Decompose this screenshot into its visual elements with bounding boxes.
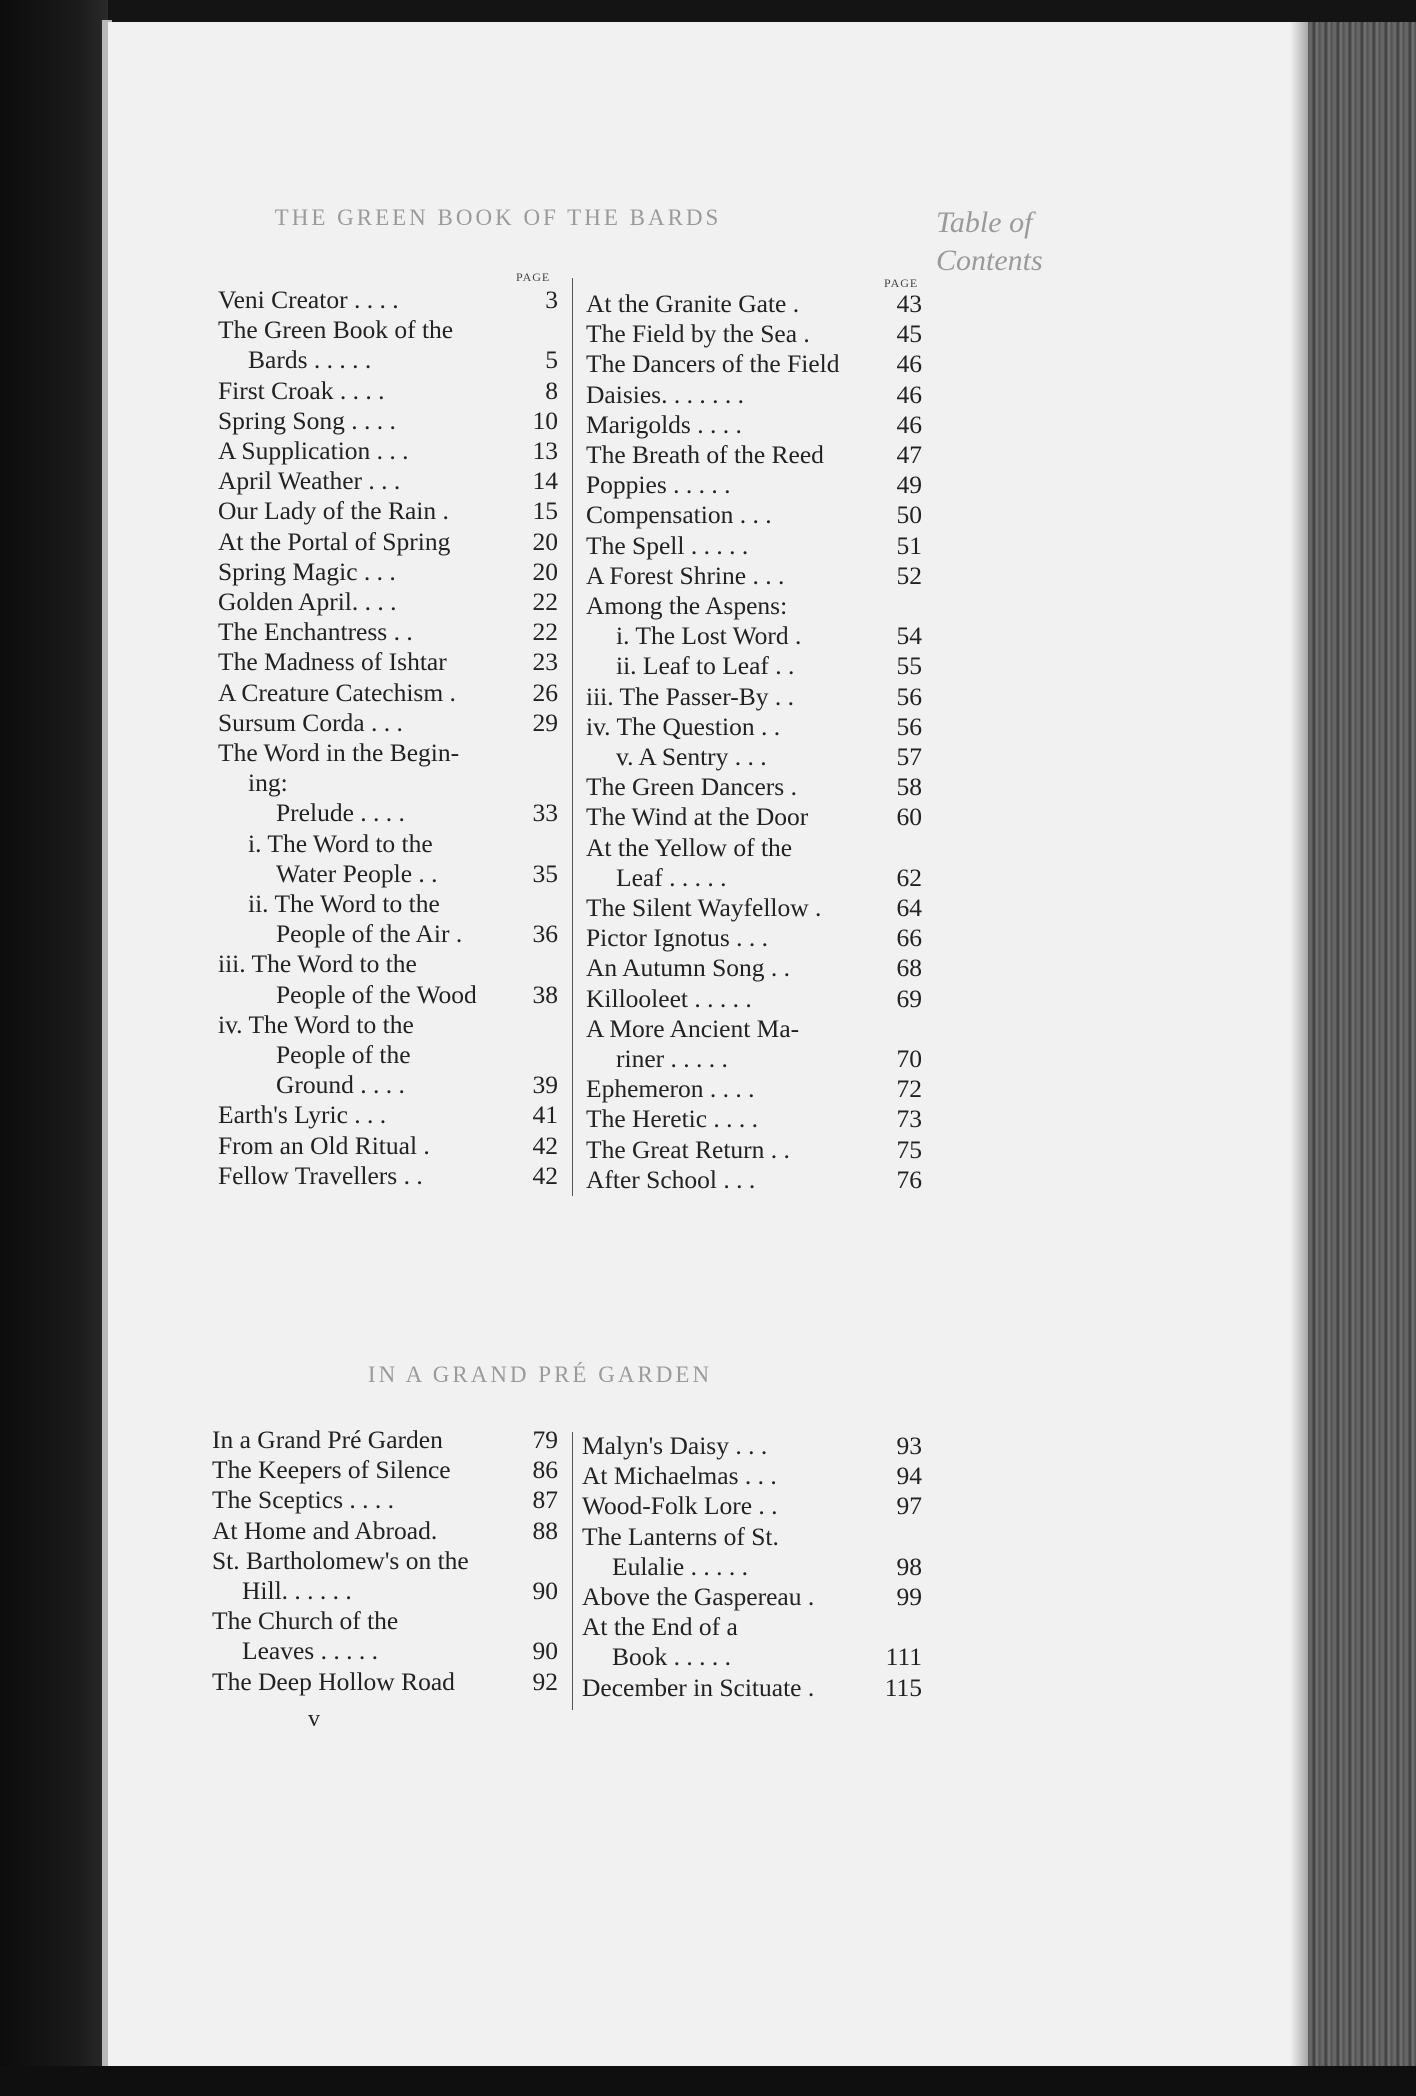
toc-entry-line: Water People . . [276,858,438,888]
toc-entry [218,406,558,436]
toc-entry-page: 22 [532,617,558,647]
toc-entry-title [212,1425,443,1455]
toc-entry [582,1461,922,1491]
toc-entry-line: Leaves . . . . . [242,1636,378,1666]
toc-entry-page: 66 [896,923,922,953]
toc-entry-title [582,1461,777,1491]
toc-entry-line: At the Portal of Spring [218,526,451,556]
toc-entry-title [212,1606,398,1666]
toc-entry-title [586,893,821,923]
toc-entry [586,1104,922,1134]
toc-entry-title [586,591,787,621]
toc-entry-title [586,1165,755,1195]
toc-entry-title [586,682,794,712]
toc-entry-title [586,742,767,772]
toc-entry-page: 70 [896,1044,922,1074]
toc-entry-title [586,712,780,742]
toc-entry-title [218,708,403,738]
toc-entry-line: iv. The Word to the [218,1009,414,1039]
toc-entry-page: 3 [545,285,558,314]
toc-entry-title [218,557,396,587]
toc-entry-page: 97 [896,1491,922,1521]
toc-entry-line: ii. Leaf to Leaf . . [616,651,795,681]
toc-entry-title [218,1100,386,1130]
toc-entry-line: The Madness of Ishtar [218,647,447,677]
toc-entry-title [218,678,456,708]
toc-entry-page: 49 [896,470,922,500]
toc-entry-title [218,1010,414,1101]
toc-entry [582,1522,922,1582]
toc-entry-page: 29 [532,707,558,737]
toc-entry-title [212,1516,437,1546]
toc-entry-page: 52 [896,560,922,590]
toc-entry-line: Pictor Ignotus . . . [586,923,769,953]
toc-entry [212,1485,558,1515]
toc-entry-page: 46 [896,349,922,379]
toc-entry [582,1582,922,1612]
toc-entry-line: Leaf . . . . . [616,862,727,892]
toc-entry-page: 64 [896,893,922,923]
toc-entry [218,527,558,557]
toc-entry-title [586,802,808,832]
toc-entry-title [586,319,810,349]
toc-entry [586,651,922,681]
toc-entry [586,1074,922,1104]
toc-entry-line: Spring Song . . . . [218,405,396,435]
toc-entry-page: 39 [532,1070,558,1100]
toc-entry-title [212,1667,455,1697]
toc-entry-line: The Lanterns of St. [582,1521,779,1551]
toc-entry [586,833,922,893]
toc-entry-page: 93 [896,1431,922,1460]
margin-note-line: Table of [936,206,1033,239]
toc-entry-line: Among the Aspens: [586,591,788,621]
toc-entry [212,1425,558,1455]
toc-entry-page: 57 [896,742,922,772]
toc-entry-line: Eulalie . . . . . [612,1551,748,1581]
toc-entry-page: 58 [896,772,922,802]
toc-entry-line: The Wind at the Door [586,802,809,832]
toc-entry-line: i. The Lost Word . [616,621,802,651]
toc-entry-page: 10 [532,405,558,435]
toc-entry [586,682,922,712]
toc-entry-line: Our Lady of the Rain . [218,496,449,526]
toc-entry-line: The Deep Hollow Road [212,1666,455,1696]
book-left-edge [0,0,108,2096]
toc-entry-page: 22 [532,587,558,617]
toc-entry [218,738,558,798]
toc-entry-page: 94 [896,1461,922,1491]
column-divider-2 [572,1432,573,1710]
toc-entry-line: Killooleet . . . . . [586,983,752,1013]
toc-entry [586,500,922,530]
toc-entry-title [582,1522,779,1582]
toc-entry-title [218,587,397,617]
toc-entry-line: Above the Gaspereau . [582,1582,815,1612]
toc-entry [218,798,558,828]
toc-entry-title [218,436,409,466]
toc-entry-title [218,1131,430,1161]
toc-entry-line: The Green Dancers . [586,772,797,802]
toc-entry-line: A More Ancient Ma- [586,1013,800,1043]
toc-entry-page: 15 [532,496,558,526]
toc-column-right-2 [582,1431,922,1703]
toc-entry-page: 60 [896,802,922,832]
toc-entry-line: Poppies . . . . . [586,470,731,500]
toc-column-left [218,285,558,1191]
toc-entry-title [218,376,384,406]
toc-entry-line: At the End of a [582,1612,738,1642]
toc-entry-page: 99 [896,1582,922,1612]
toc-entry-page: 72 [896,1074,922,1104]
section-title-green-book: THE GREEN BOOK OF THE BARDS [274,205,722,230]
toc-entry [218,315,558,375]
toc-entry-line: The Breath of the Reed [586,440,824,470]
toc-entry-title [218,496,449,526]
toc-entry-line: Hill. . . . . . [242,1576,352,1606]
toc-entry-page: 41 [532,1100,558,1130]
toc-entry-line: ii. The Word to the [248,889,440,919]
toc-entry-page: 76 [896,1164,922,1194]
toc-entry-title [218,829,438,889]
toc-entry-page: 55 [896,651,922,681]
toc-entry-page: 79 [532,1425,558,1454]
toc-entry [212,1546,558,1606]
toc-entry-line: At the Granite Gate . [586,289,800,318]
toc-entry [586,742,922,772]
toc-entry-title [586,1014,799,1074]
toc-entry-line: i. The Word to the [248,828,433,858]
toc-entry-title [218,949,477,1009]
toc-entry-line: iv. The Question . . [586,711,781,741]
toc-entry-page: 8 [545,375,558,405]
section-title-grand-pre: IN A GRAND PRÉ GARDEN [367,1362,713,1387]
toc-entry-page: 98 [896,1551,922,1581]
toc-entry-page: 45 [896,319,922,349]
toc-entry-page: 75 [896,1134,922,1164]
toc-entry-line: The Field by the Sea . [586,319,810,349]
column-divider [572,278,573,1196]
toc-entry-page: 62 [896,862,922,892]
toc-entry [586,410,922,440]
toc-entry-line: Wood-Folk Lore . . [582,1491,778,1521]
toc-entry-line: Fellow Travellers . . [218,1160,423,1190]
toc-entry-title [212,1485,394,1515]
toc-entry-line: Sursum Corda . . . [218,707,403,737]
toc-entry-line: People of the Air . [276,919,463,949]
toc-entry-line: December in Scituate . [582,1672,815,1702]
toc-entry [586,591,922,621]
toc-entry-line: v. A Sentry . . . [616,742,767,772]
toc-entry-line: Book . . . . . [612,1642,732,1672]
toc-entry [218,829,558,889]
page-column-header-left: PAGE [516,270,551,284]
toc-entry-line: The Spell . . . . . [586,530,749,560]
toc-entry-line: At Michaelmas . . . [582,1461,777,1491]
toc-entry-page: 54 [896,621,922,651]
toc-column-left-2 [212,1425,558,1697]
toc-entry [218,949,558,1009]
toc-entry-line: Veni Creator . . . . [218,285,399,314]
toc-entry-line: Bards . . . . . [248,345,372,375]
toc-entry-title [586,651,794,681]
toc-entry-title [212,1455,451,1485]
toc-entry-title [218,315,453,375]
toc-entry [218,587,558,617]
toc-entry-title [212,1546,469,1606]
toc-entry-line: The Heretic . . . . [586,1104,759,1134]
toc-entry-title [586,380,744,410]
toc-entry [586,923,922,953]
toc-entry-line: The Word in the Begin- [218,738,460,768]
toc-entry [218,617,558,647]
toc-entry-title [218,1161,423,1191]
margin-note [936,204,1106,280]
toc-column-right [586,289,922,1195]
toc-entry-line: After School . . . [586,1164,756,1194]
toc-entry-page: 43 [896,289,922,318]
toc-entry-title [586,561,784,591]
toc-entry [218,1161,558,1191]
toc-entry-page: 26 [532,677,558,707]
toc-entry-line: From an Old Ritual . [218,1130,430,1160]
toc-entry-page: 69 [896,983,922,1013]
toc-entry [586,802,922,832]
toc-entry-line: The Sceptics . . . . [212,1485,394,1515]
toc-entry-page: 42 [532,1130,558,1160]
toc-entry [218,1010,558,1101]
toc-entry-line: The Church of the [212,1606,399,1636]
toc-entry-title [586,289,799,319]
toc-entry [586,1165,922,1195]
toc-entry-page: 56 [896,681,922,711]
book-bottom-edge [0,2066,1416,2096]
toc-entry-page: 111 [885,1642,922,1672]
toc-entry-page: 46 [896,379,922,409]
toc-entry-line: The Enchantress . . [218,617,413,647]
page-folio: v [308,1706,320,1732]
toc-entry-title [218,889,462,949]
toc-entry-title [218,647,447,677]
toc-entry-line: Ground . . . . [276,1070,405,1100]
toc-entry-title [586,1135,790,1165]
toc-entry-page: 23 [532,647,558,677]
toc-entry-title [586,470,731,500]
toc-entry [212,1516,558,1546]
toc-entry [586,531,922,561]
toc-entry-title [218,798,405,828]
toc-entry-title [582,1582,814,1612]
toc-entry-line: In a Grand Pré Garden [212,1425,443,1454]
toc-entry-line: Prelude . . . . [276,798,405,828]
toc-entry [586,319,922,349]
toc-entry-title [586,923,768,953]
toc-entry-line: The Dancers of the Field [586,349,840,379]
toc-entry-page: 35 [532,858,558,888]
toc-entry-line: April Weather . . . [218,466,401,496]
toc-entry-line: People of the Wood [276,979,477,1009]
toc-entry-line: The Keepers of Silence [212,1455,451,1485]
toc-entry [212,1667,558,1697]
toc-entry-line: A Creature Catechism . [218,677,456,707]
toc-entry [586,470,922,500]
toc-entry-line: The Silent Wayfellow . [586,893,822,923]
toc-entry-page: 86 [532,1455,558,1485]
toc-entry-line: At the Yellow of the [586,832,793,862]
toc-entry-page: 36 [532,919,558,949]
toc-entry-page: 73 [896,1104,922,1134]
toc-entry-page: 38 [532,979,558,1009]
toc-entry-title [586,349,840,379]
margin-note-line: Contents [936,244,1043,277]
toc-entry-page: 20 [532,526,558,556]
toc-entry-page: 92 [532,1666,558,1696]
toc-entry [586,289,922,319]
toc-entry-line: First Croak . . . . [218,375,385,405]
toc-entry [586,953,922,983]
toc-entry-line: Spring Magic . . . [218,556,396,586]
toc-entry [218,1131,558,1161]
toc-entry-line: The Great Return . . [586,1134,790,1164]
toc-entry-title [582,1431,767,1461]
toc-entry-line: The Green Book of the [218,315,454,345]
toc-entry-title [586,410,742,440]
toc-entry-title [586,531,748,561]
toc-entry-title [586,621,801,651]
toc-entry-line: Marigolds . . . . [586,409,742,439]
toc-entry-line: An Autumn Song . . [586,953,791,983]
toc-entry-page: 5 [545,345,558,375]
toc-entry-line: ing: [248,768,288,798]
toc-entry-title [582,1612,738,1672]
toc-entry-title [586,833,792,893]
toc-entry [218,708,558,738]
toc-entry-title [218,527,450,557]
toc-entry-page: 115 [884,1672,922,1702]
toc-entry-line: Compensation . . . [586,500,772,530]
toc-entry-title [586,1104,758,1134]
toc-entry [586,1135,922,1165]
toc-entry-page: 20 [532,556,558,586]
toc-entry-title [586,984,752,1014]
toc-entry [582,1612,922,1672]
toc-entry-line: A Supplication . . . [218,436,409,466]
toc-entry [586,621,922,651]
toc-entry-line: Malyn's Daisy . . . [582,1431,768,1460]
toc-entry [586,984,922,1014]
toc-entry-page: 68 [896,953,922,983]
toc-entry-page: 87 [532,1485,558,1515]
toc-entry-line: Ephemeron . . . . [586,1074,755,1104]
toc-entry-page: 14 [532,466,558,496]
toc-entry-line: A Forest Shrine . . . [586,560,785,590]
toc-entry [582,1673,922,1703]
toc-entry [218,678,558,708]
toc-entry [218,1100,558,1130]
toc-entry-line: iii. The Word to the [218,949,417,979]
toc-entry-title [218,738,459,798]
toc-entry-title [586,772,797,802]
toc-entry [582,1431,922,1461]
toc-entry-page: 50 [896,500,922,530]
toc-entry-title [586,500,772,530]
toc-entry [582,1491,922,1521]
toc-entry [218,496,558,526]
toc-entry-title [582,1491,778,1521]
page-column-header-right: PAGE [884,276,919,290]
toc-entry-page: 51 [896,530,922,560]
toc-entry-line: Daisies. . . . . . . [586,379,744,409]
toc-entry-title [586,440,824,470]
toc-entry-title [218,406,396,436]
toc-entry [218,557,558,587]
toc-entry [586,561,922,591]
toc-entry-page: 47 [896,440,922,470]
toc-entry-line: iii. The Passer-By . . [586,681,794,711]
toc-entry-title [218,285,399,315]
toc-entry [586,440,922,470]
toc-entry [586,772,922,802]
book-fore-edge [1308,22,1416,2074]
toc-entry-page: 13 [532,436,558,466]
toc-entry-page: 88 [532,1515,558,1545]
toc-entry [586,712,922,742]
toc-entry [586,349,922,379]
toc-entry-title [582,1673,814,1703]
toc-entry [218,647,558,677]
toc-entry-line: St. Bartholomew's on the [212,1545,469,1575]
toc-entry-page: 90 [532,1636,558,1666]
toc-entry-page: 46 [896,409,922,439]
toc-entry-page: 56 [896,711,922,741]
toc-entry-title [218,617,413,647]
toc-entry [586,380,922,410]
toc-entry-page: 33 [532,798,558,828]
toc-entry [218,889,558,949]
toc-entry [212,1606,558,1666]
toc-entry-title [218,466,400,496]
toc-entry-page: 90 [532,1576,558,1606]
toc-entry [218,466,558,496]
toc-entry-title [586,1074,755,1104]
toc-entry [212,1455,558,1485]
toc-entry-page: 42 [532,1160,558,1190]
toc-entry-line: People of the [276,1040,411,1070]
toc-entry [586,1014,922,1074]
toc-entry [218,285,558,315]
toc-entry [218,436,558,466]
toc-entry-line: At Home and Abroad. [212,1515,438,1545]
toc-entry [218,376,558,406]
toc-entry-line: riner . . . . . [616,1044,728,1074]
toc-entry-title [586,953,790,983]
toc-entry-line: Golden April. . . . [218,587,397,617]
toc-entry [586,893,922,923]
toc-entry-line: Earth's Lyric . . . [218,1100,387,1130]
